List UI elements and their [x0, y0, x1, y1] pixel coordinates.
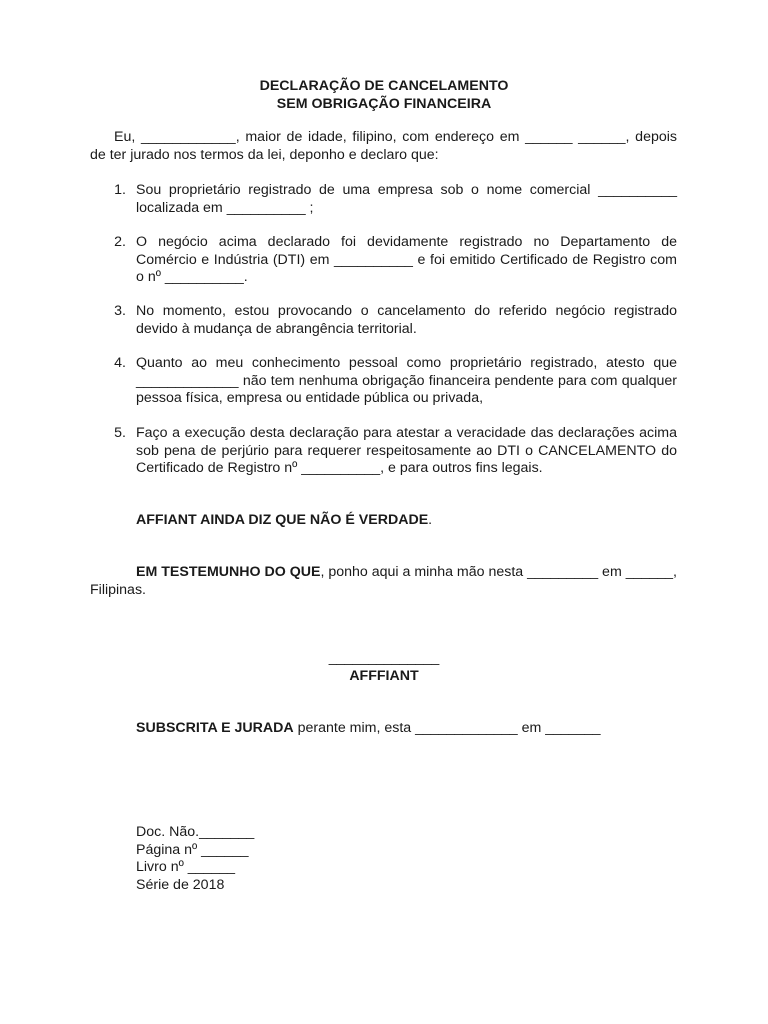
- item-1-text: Sou proprietário registrado de uma empresa sob o nome comercial __________ localizada em __________ ;: [136, 182, 677, 216]
- intro-text: Eu, ____________, maior de idade, filipino, com endereço em ______ ______, depois de ter jurado nos termos da lei, deponho e declaro que:: [90, 129, 677, 163]
- item-1-number: 1.: [114, 182, 126, 198]
- document-title: [0, 77, 768, 113]
- item-5-text: Faço a execução desta declaração para atestar a veracidade das declarações acima sob pena de perjúrio para requerer respeitosamente ao DTI o CANCELAMENTO do Certificado de Registro nº __________, e para outros fins legais.: [136, 425, 677, 476]
- title-line-1: DECLARAÇÃO DE CANCELAMENTO: [259, 78, 509, 94]
- subscribed-rest: perante mim, esta _____________ em _______: [293, 720, 601, 736]
- item-2-number: 2.: [114, 234, 126, 250]
- item-2-text: O negócio acima declarado foi devidamente registrado no Departamento de Comércio e Indústria (DTI) em __________ e foi emitido Certificado de Registro com o nº __________.: [136, 234, 677, 285]
- notary-doc: Doc. Não._______: [136, 824, 255, 840]
- notary-series: Série de 2018: [136, 876, 225, 893]
- witness-rest: , ponho aqui a minha mão nesta _________ em ______, Filipinas.: [90, 564, 677, 598]
- item-4-number: 4.: [114, 355, 126, 371]
- notary-block: [136, 824, 254, 894]
- affiant-statement-bold: AFFIANT AINDA DIZ QUE NÃO É VERDADE: [136, 512, 429, 528]
- affiant-statement-rest: .: [428, 512, 433, 528]
- item-5-number: 5.: [114, 425, 126, 441]
- item-4-text: Quanto ao meu conhecimento pessoal como proprietário registrado, atesto que _____________ não tem nenhuma obrigação financeira pendente para com qualquer pessoa física, empresa ou entidade pública ou privada,: [136, 355, 677, 406]
- subscribed-bold: SUBSCRITA E JURADA: [136, 720, 294, 736]
- item-3-number: 3.: [114, 303, 126, 319]
- witness-paragraph: [90, 564, 677, 599]
- witness-bold: EM TESTEMUNHO DO QUE: [136, 564, 321, 580]
- affiant-statement: [136, 512, 432, 530]
- subscribed-sworn: [136, 720, 601, 738]
- item-3-text: No momento, estou provocando o cancelamento do referido negócio registrado devido à mudança de abrangência territorial.: [136, 303, 677, 337]
- notary-page: Página nº ______: [136, 841, 249, 858]
- signature-label: AFFFIANT: [349, 668, 419, 684]
- signature-line: ______________: [328, 650, 440, 666]
- title-line-2: SEM OBRIGAÇÃO FINANCEIRA: [276, 96, 492, 112]
- notary-book: Livro nº ______: [136, 859, 236, 875]
- intro-paragraph: [90, 129, 677, 164]
